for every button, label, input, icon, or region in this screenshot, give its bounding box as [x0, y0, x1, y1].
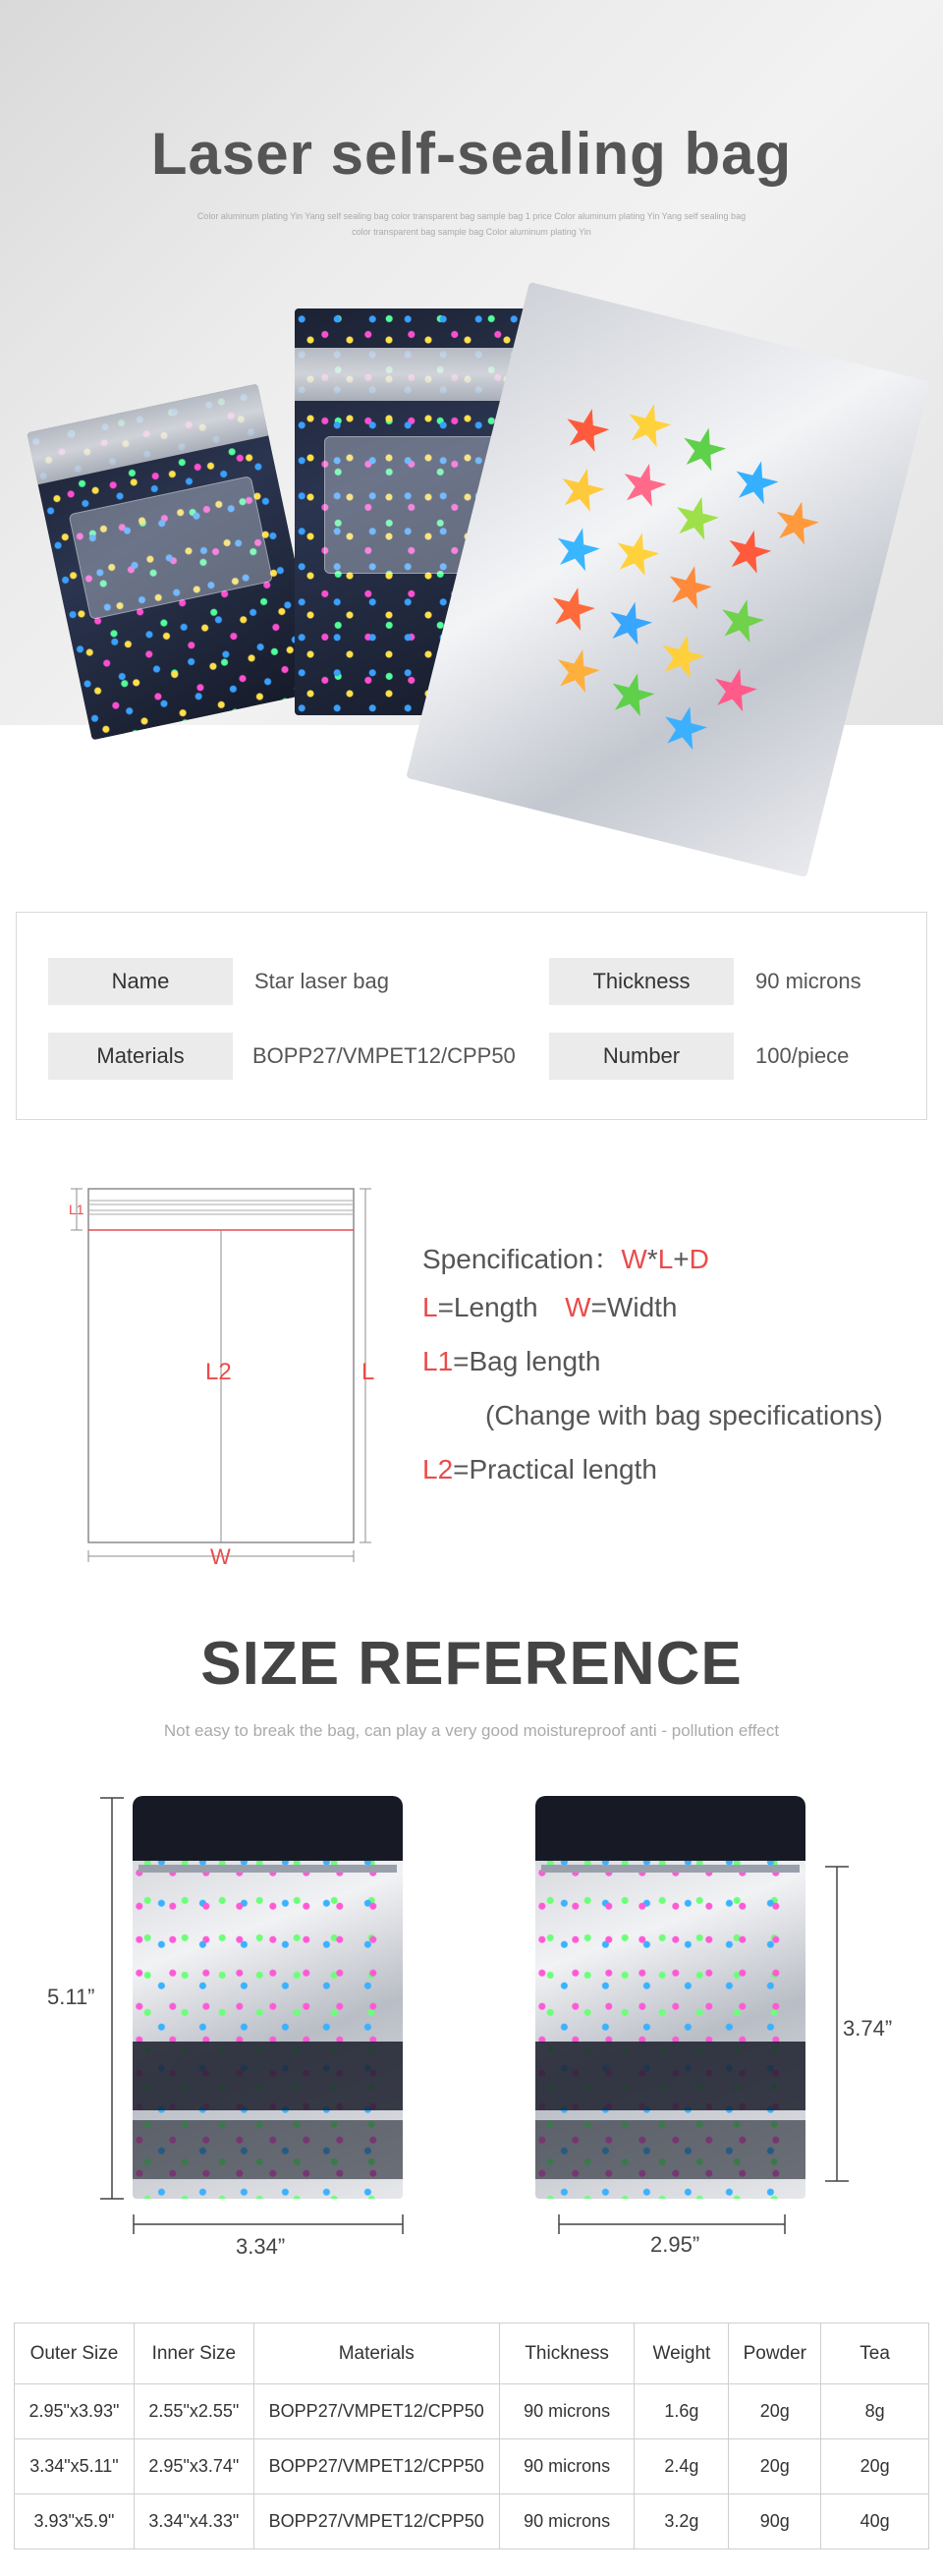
- table-cell: 2.4g: [635, 2439, 729, 2494]
- w-marker: W: [210, 1544, 231, 1569]
- spec-prefix: Spencification：: [422, 1244, 622, 1274]
- l1-key: L1: [422, 1346, 454, 1376]
- l1-eq: =Bag length: [453, 1346, 601, 1376]
- header-outer-size: Outer Size: [15, 2324, 135, 2384]
- bag2-height-label: 3.74”: [843, 2016, 893, 2041]
- l-key: L: [422, 1292, 438, 1322]
- hero-section: [0, 0, 943, 865]
- table-cell: 8g: [821, 2384, 929, 2439]
- header-tea: Tea: [821, 2324, 929, 2384]
- table-cell: 20g: [821, 2439, 929, 2494]
- l2-key: L2: [422, 1454, 454, 1484]
- table-cell: BOPP27/VMPET12/CPP50: [253, 2439, 499, 2494]
- size-reference-subtitle: Not easy to break the bag, can play a very good moistureproof anti - pollution effect: [163, 1721, 780, 1740]
- bag2-width-label: 2.95”: [650, 2232, 700, 2257]
- spec-practical-length: [422, 1454, 657, 1485]
- name-value: Star laser bag: [254, 969, 389, 993]
- product-info-table: [16, 912, 927, 1120]
- header-powder: Powder: [729, 2324, 821, 2384]
- spec-formula: [422, 1238, 709, 1277]
- table-cell: 20g: [729, 2384, 821, 2439]
- table-row: [15, 2494, 929, 2549]
- table-cell: 2.95"x3.74": [134, 2439, 253, 2494]
- w-key: W: [565, 1292, 591, 1322]
- header-materials: Materials: [253, 2324, 499, 2384]
- table-cell: 3.34"x5.11": [15, 2439, 135, 2494]
- size-reference-bag-small: [535, 1796, 805, 2199]
- table-row: [15, 2384, 929, 2439]
- header-inner-size: Inner Size: [134, 2324, 253, 2384]
- number-label: Number: [549, 1033, 734, 1080]
- header-weight: Weight: [635, 2324, 729, 2384]
- size-reference-bag-large: [133, 1796, 403, 2199]
- table-header-row: [15, 2324, 929, 2384]
- table-cell: 40g: [821, 2494, 929, 2549]
- name-label: Name: [48, 958, 233, 1005]
- formula-w: W: [621, 1244, 647, 1274]
- hero-subtitle: Color aluminum plating Yin Yang self sealing bag color transparent bag sample bag 1 price Color aluminum plating Yin Yang self sealing bag color transparent bag sample bag Color aluminum plating Yin: [196, 211, 747, 237]
- table-cell: 3.34"x4.33": [134, 2494, 253, 2549]
- l1-marker: L1: [69, 1202, 84, 1217]
- thickness-label: Thickness: [549, 958, 734, 1005]
- hero-title: Laser self-sealing bag: [150, 121, 793, 187]
- l-eq: =Length: [437, 1292, 538, 1322]
- table-cell: 20g: [729, 2439, 821, 2494]
- star-candy-image: [479, 382, 851, 797]
- materials-value: BOPP27/VMPET12/CPP50: [252, 1043, 516, 1068]
- size-spec-table: [14, 2323, 929, 2549]
- table-cell: 2.95"x3.93": [15, 2384, 135, 2439]
- formula-l: L: [657, 1244, 674, 1274]
- table-cell: 3.93"x5.9": [15, 2494, 135, 2549]
- bag1-height-label: 5.11”: [47, 1985, 95, 2009]
- bag-dimension-diagram: [0, 1169, 413, 1582]
- table-cell: 90 microns: [499, 2384, 635, 2439]
- size-reference-title: SIZE REFERENCE: [200, 1630, 743, 1698]
- table-cell: 3.2g: [635, 2494, 729, 2549]
- table-cell: 2.55"x2.55": [134, 2384, 253, 2439]
- w-eq: =Width: [590, 1292, 678, 1322]
- spec-change-note: (Change with bag specifications): [485, 1400, 883, 1430]
- formula-star: *: [646, 1244, 658, 1274]
- table-cell: 90 microns: [499, 2439, 635, 2494]
- header-thickness: Thickness: [499, 2324, 635, 2384]
- l-marker: L: [361, 1359, 375, 1385]
- thickness-value: 90 microns: [755, 969, 861, 993]
- table-cell: BOPP27/VMPET12/CPP50: [253, 2384, 499, 2439]
- number-value: 100/piece: [755, 1043, 850, 1068]
- table-row: [15, 2439, 929, 2494]
- l2-marker: L2: [205, 1359, 232, 1385]
- table-cell: 90 microns: [499, 2494, 635, 2549]
- materials-label: Materials: [48, 1033, 233, 1080]
- spec-bag-length: [422, 1346, 600, 1377]
- table-cell: 90g: [729, 2494, 821, 2549]
- formula-plus: +: [673, 1244, 690, 1274]
- bag1-width-label: 3.34”: [236, 2234, 286, 2259]
- table-cell: BOPP27/VMPET12/CPP50: [253, 2494, 499, 2549]
- table-cell: 1.6g: [635, 2384, 729, 2439]
- l2-eq: =Practical length: [453, 1454, 657, 1484]
- formula-d: D: [689, 1244, 709, 1274]
- spec-length-width: [422, 1292, 678, 1323]
